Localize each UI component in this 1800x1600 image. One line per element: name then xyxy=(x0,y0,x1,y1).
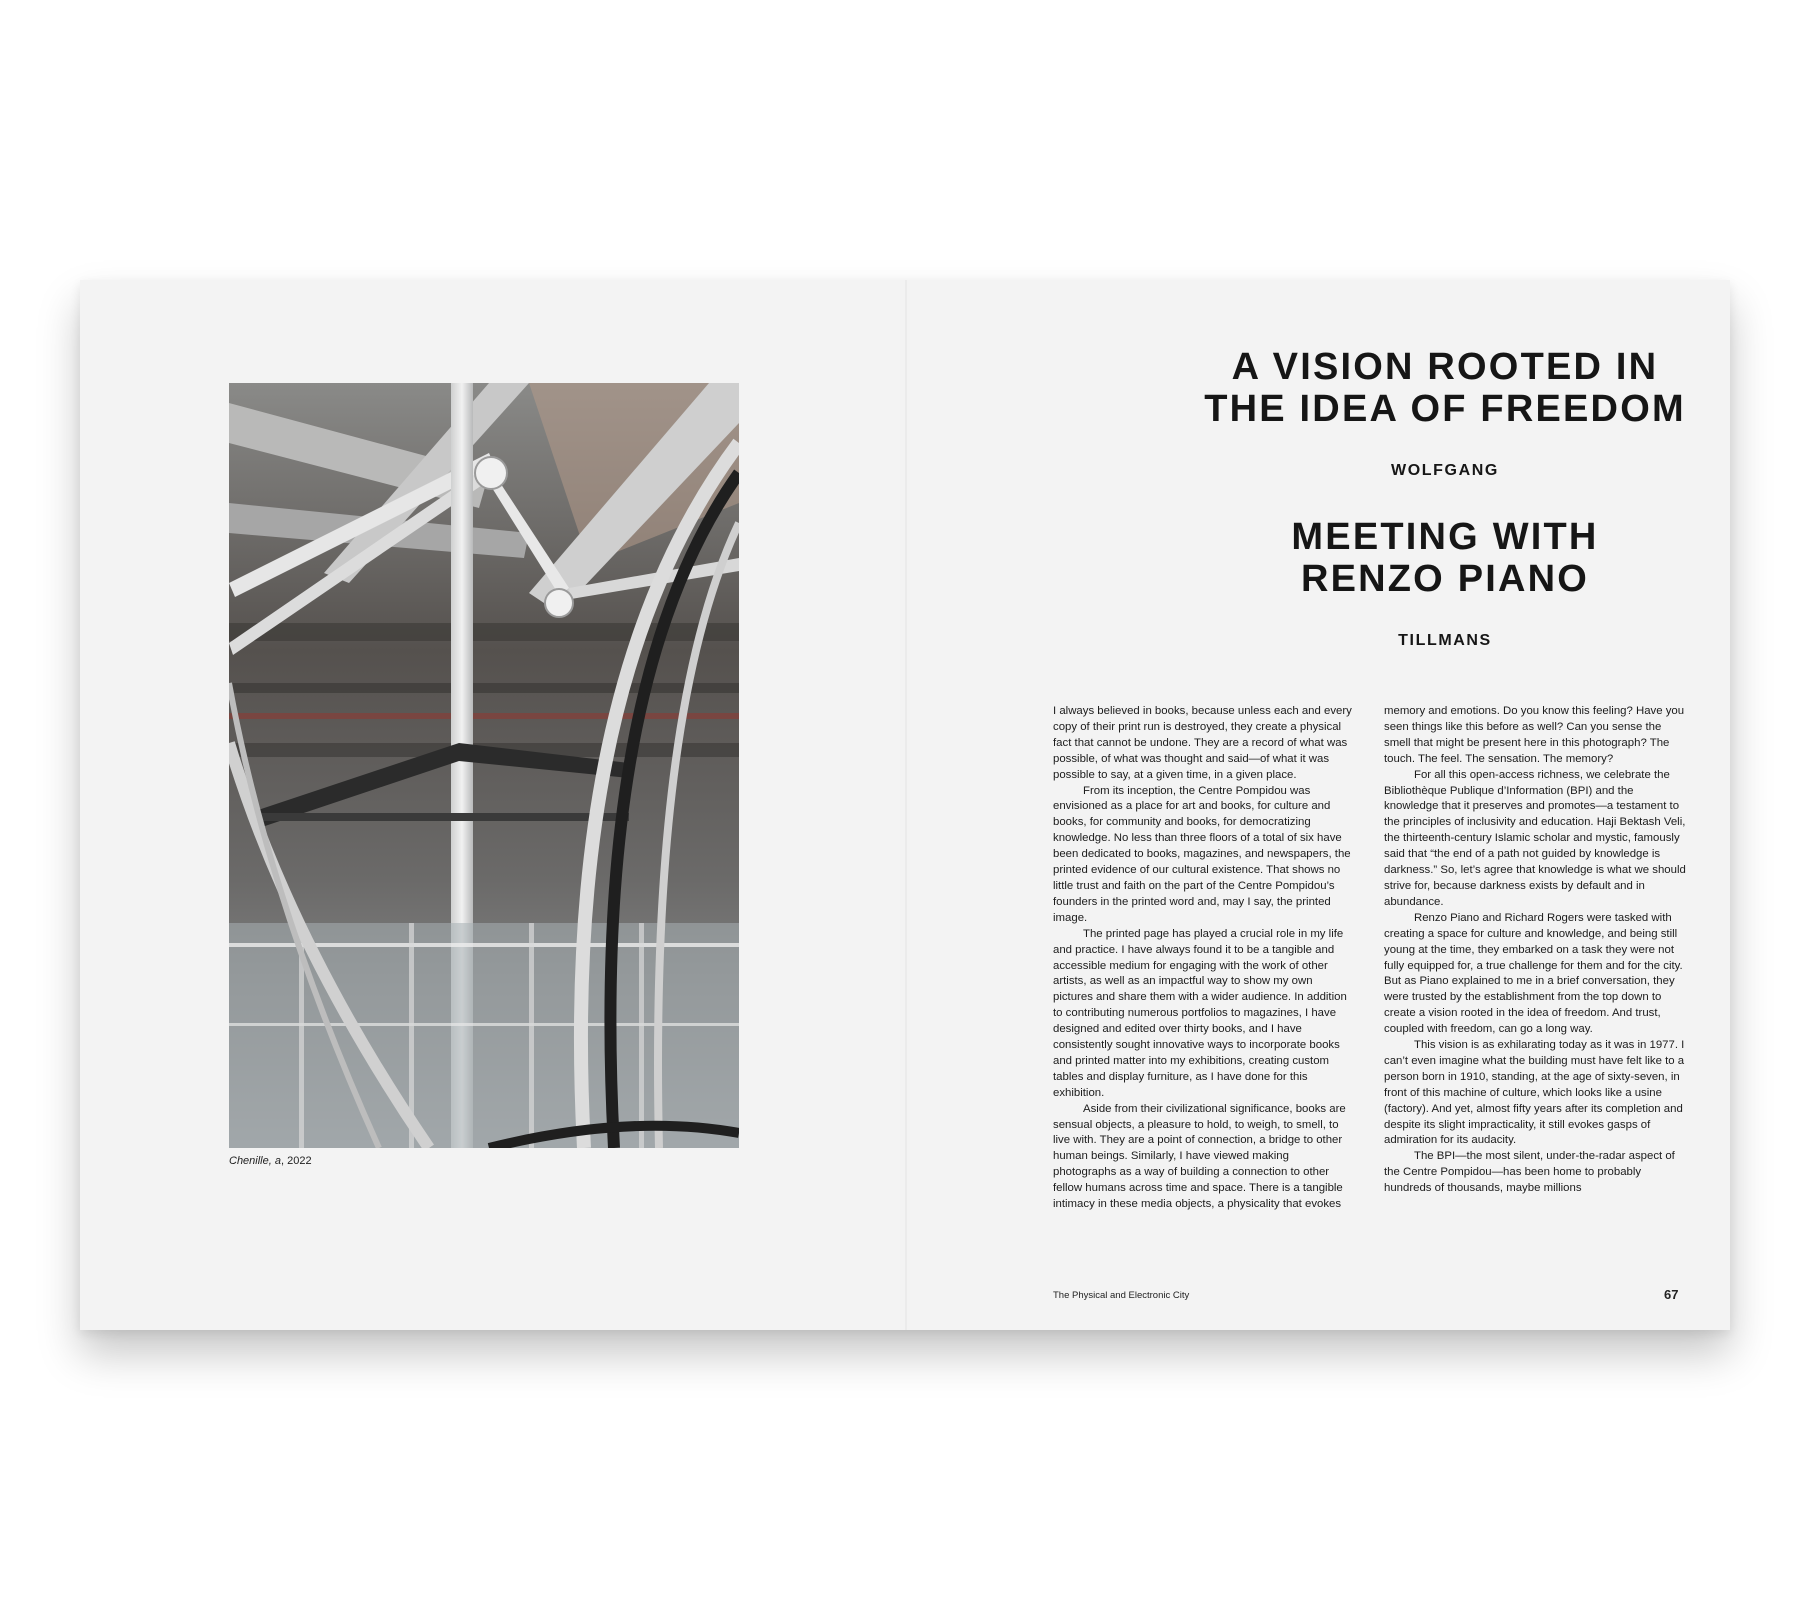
page-number: 67 xyxy=(1664,1287,1679,1302)
paragraph: Aside from their civilizational significance, books are sensual objects, a pleasure to hold, to weigh, to smell, to live with. They are a point of connection, a bridge to other human beings. Similarly, I have viewed making photographs as a way of building a connection to other fellow humans across time and space. There is a tangible intimacy in these media objects, a physicality that evokes xyxy=(1053,1102,1346,1211)
paragraph: For all this open-access richness, we celebrate the Bibliothèque Publique d’Information (BPI) and the knowledge that it preserves and promotes—a testament to the principles of inclusivity and education. Haji Bektash Veli, the thirteenth-century Islamic scholar and mystic, famously said that “the end of a path not guided by knowledge is darkness.” So, let’s agree that knowledge is what we should strive for, because darkness exists by default and in abundance. xyxy=(1384,768,1686,908)
running-footer-section: The Physical and Electronic City xyxy=(1053,1290,1190,1301)
paragraph: memory and emotions. Do you know this feeling? Have you seen things like this before as well? Can you sense the smell that might be present here in this photograph? The touch. The feel. The sensation. The memory? xyxy=(1384,705,1685,765)
headline-meeting-line2: RENZO PIANO xyxy=(1300,558,1590,600)
body-column-2 xyxy=(1384,704,1686,1197)
paragraph: I always believed in books, because unless each and every copy of their print run is destroyed, they create a physical fact that cannot be undone. They are a record of what was possible, of what was thought and said—of what it was possible to say, at a given time, in a given place. xyxy=(1053,705,1352,781)
book-spread xyxy=(80,280,1730,1330)
headline-vision xyxy=(1040,346,1800,430)
paragraph: The printed page has played a crucial role in my life and practice. I have always found it to be a tangible and accessible medium for engaging with the work of other artists, as well as an impactful way to show my own pictures and share them with a wider audience. In addition to contributing numerous portfolios to magazines, I have designed and edited over thirty books, and I have consistently sought innovative ways to incorporate books and printed matter into my exhibitions, creating custom tables and display furniture, as I have done for this exhibition. xyxy=(1053,927,1347,1099)
paragraph: Renzo Piano and Richard Rogers were tasked with creating a space for culture and knowledge, and being still young at the time, they embarked on a task they were not fully equipped for, a true challenge for them and for the city. But as Piano explained to me in a brief conversation, they were trusted by the establishment from the top down to create a vision rooted in the idea of freedom. And trust, coupled with freedom, can go a long way. xyxy=(1384,911,1683,1036)
paragraph: This vision is as exhilarating today as it was in 1977. I can’t even imagine what the building must have felt like to a person born in 1910, standing, at the age of sixty-seven, in front of this machine of culture, which looks like a usine (factory). And yet, almost fifty years after its completion and despite its slight impracticality, it still evokes gasps of admiration for its audacity. xyxy=(1384,1039,1685,1147)
headline-vision-line2: THE IDEA OF FREEDOM xyxy=(1204,388,1686,430)
author-last-name: TILLMANS xyxy=(1398,632,1492,649)
paragraph: From its inception, the Centre Pompidou was envisioned as a place for art and books, for culture and books, for community and books, for democratizing knowledge. No less than three floors of a total of six have been dedicated to books, magazines, and newspapers, the printed evidence of our cultural existence. That shows no little trust and faith on the part of the Centre Pompidou’s founders in the printed word and, may I say, the printed image. xyxy=(1053,784,1351,924)
caption-year: , 2022 xyxy=(280,1155,312,1167)
photo-caption xyxy=(229,1155,312,1167)
headline-meeting-line1: MEETING WITH xyxy=(1291,516,1599,558)
headline-vision-line1: A VISION ROOTED IN xyxy=(1231,346,1659,388)
book-spine xyxy=(905,280,907,1330)
paragraph: The BPI—the most silent, under-the-radar aspect of the Centre Pompidou—has been home to probably hundreds of thousands, maybe millions xyxy=(1384,1150,1675,1195)
headline-meeting xyxy=(1040,516,1800,600)
body-column-1 xyxy=(1053,704,1355,1213)
architecture-photo xyxy=(229,383,739,1148)
author-first-name: WOLFGANG xyxy=(1391,462,1499,479)
caption-title: Chenille, a xyxy=(229,1155,281,1167)
